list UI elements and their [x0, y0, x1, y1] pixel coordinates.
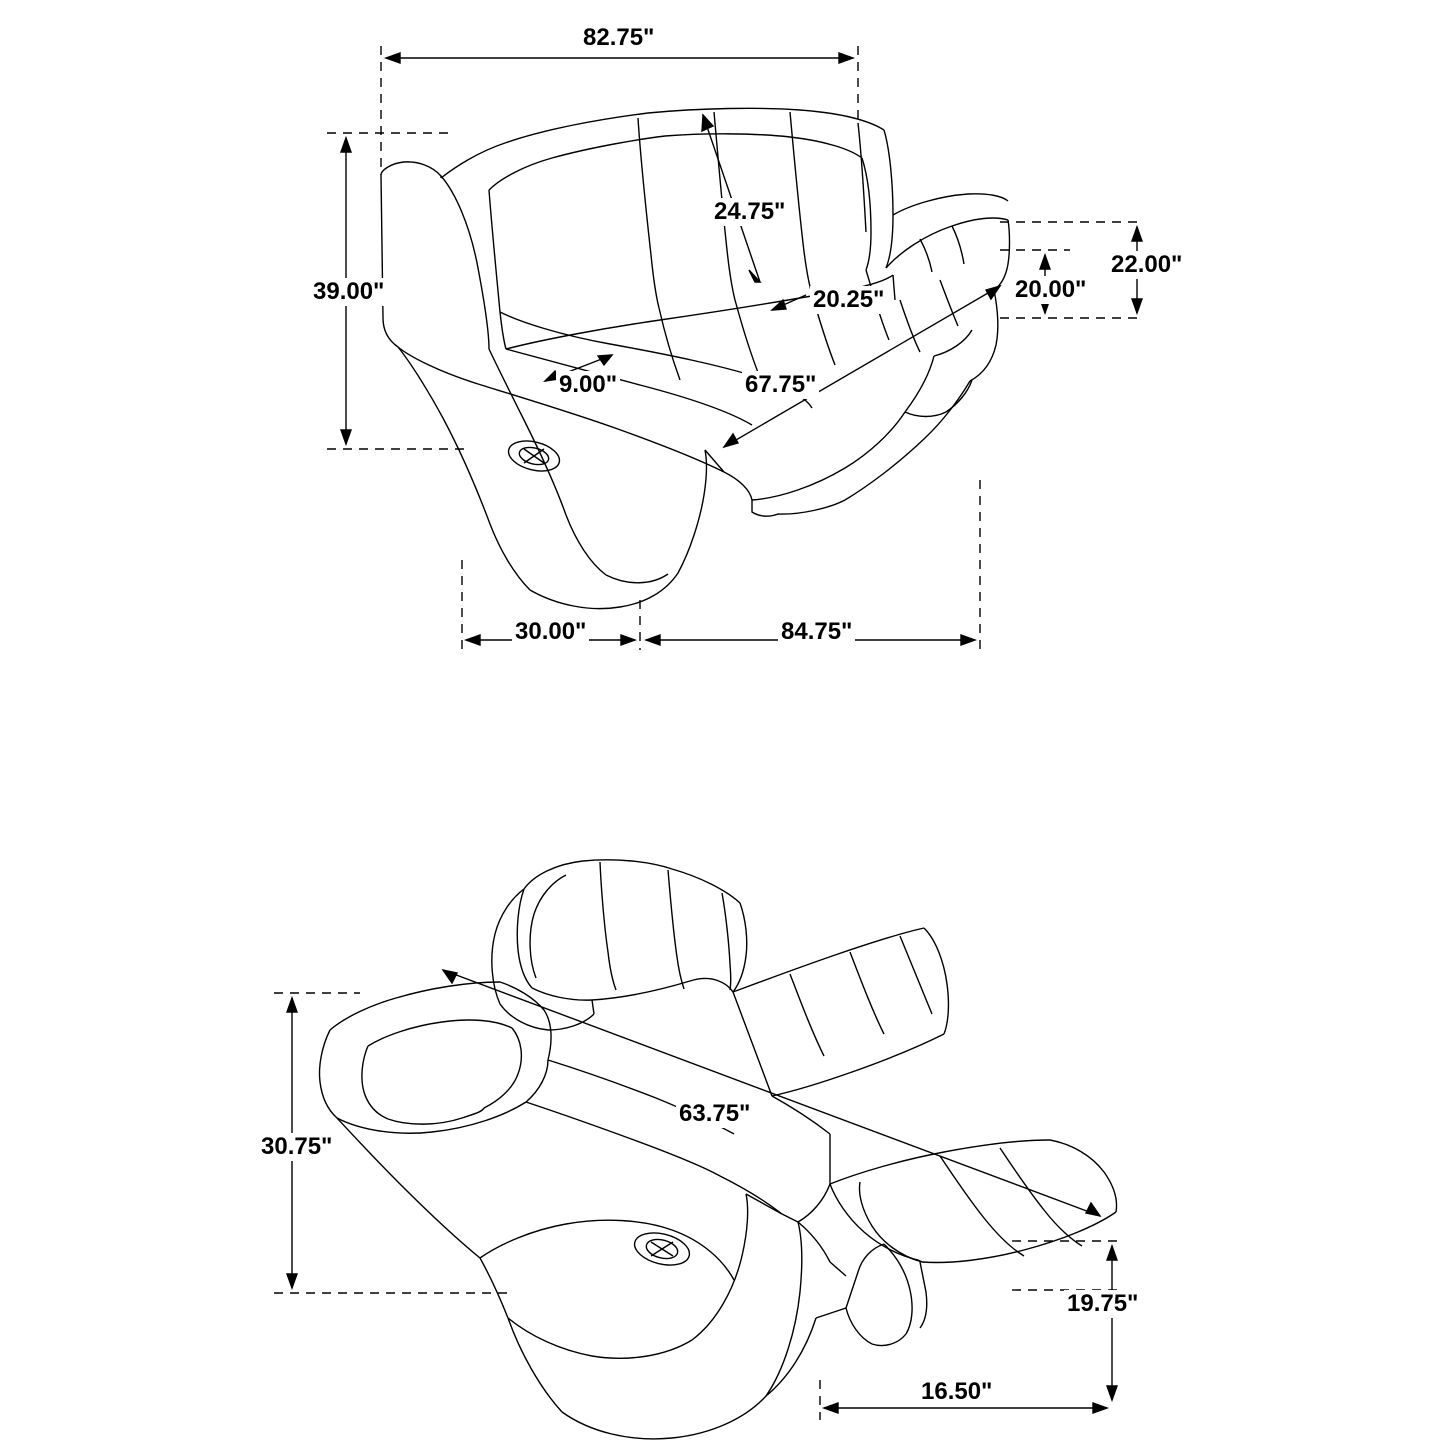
dim-arm-width: 9.00"	[556, 371, 620, 399]
dim-overall-width-top: 82.75"	[580, 24, 657, 52]
dim-reclined-height: 30.75"	[258, 1133, 335, 1161]
dim-footrest-height: 19.75"	[1064, 1290, 1141, 1318]
dim-footrest-extension: 16.50"	[918, 1378, 995, 1406]
dim-seat-width-inside: 67.75"	[742, 371, 819, 399]
dim-reclined-diagonal-length: 63.75"	[676, 1100, 753, 1128]
dim-depth-front: 30.00"	[512, 618, 589, 646]
dim-base-width: 84.75"	[778, 618, 855, 646]
dim-seat-back-height: 24.75"	[711, 198, 788, 226]
dim-seat-height: 20.00"	[1012, 276, 1089, 304]
dim-seat-depth-diagonal: 20.25"	[810, 286, 887, 314]
dim-overall-height: 39.00"	[310, 278, 387, 306]
dim-arm-height: 22.00"	[1108, 251, 1185, 279]
